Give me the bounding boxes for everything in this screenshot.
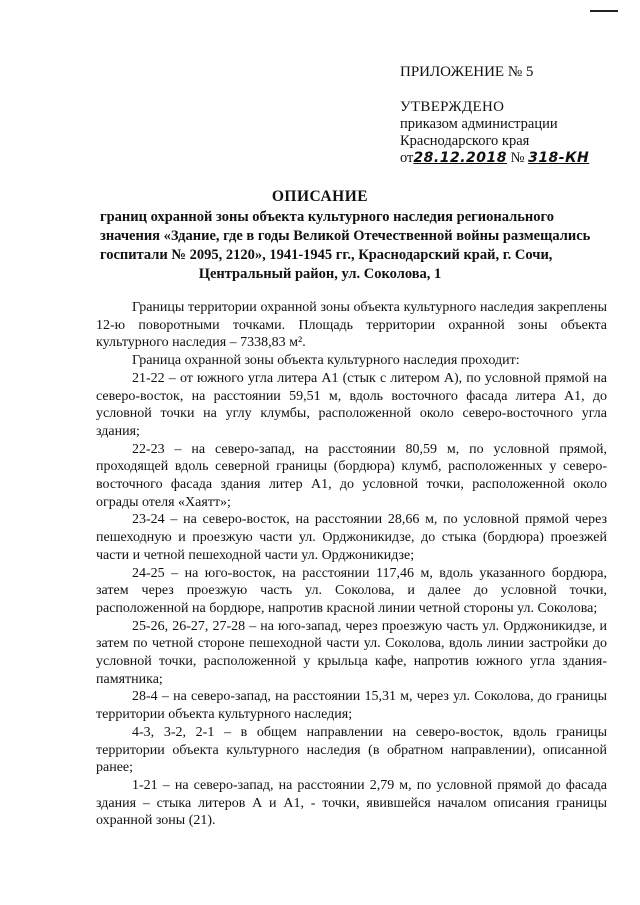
approval-line-2: Краснодарского края: [400, 133, 530, 149]
paragraph-segment-24-25: 24-25 – на юго-восток, на расстоянии 117,46 м, вдоль указанного бордюра, затем через проезжую часть ул. Соколова, и далее до условной точки, расположенной на бордюре, напротив красной линии четной стороны ул. Соколова;: [96, 565, 607, 616]
paragraph-segment-23-24: 23-24 – на северо-восток, на расстоянии 28,66 м, по условной прямой через пешеходную и проезжую части ул. Орджоникидзе, до стыка (бордюра) проезжей части и четной пешеходной части ул. Орджоникидзе;: [96, 512, 607, 563]
subtitle-line: госпитали № 2095, 2120», 1941-1945 гг., Краснодарский край, г. Сочи,: [100, 247, 553, 263]
approval-heading: УТВЕРЖДЕНО: [400, 99, 505, 115]
handwritten-date: 28.12.2018: [413, 150, 507, 166]
order-date-line: [400, 150, 589, 167]
paragraph-segment-22-23: 22-23 – на северо-запад, на расстоянии 80,59 м, по условной прямой, проходящей вдоль северной границы (бордюра) клумб, расположенных у северо-восточного фасада здания литер А1, до условной точки, расположенной около ограды отеля «Хаятт»;: [96, 441, 607, 510]
paragraph-segment-4-1: 4-3, 3-2, 2-1 – в общем направлении на северо-восток, вдоль границы территории объекта культурного наследия (в обратном направлении), описанной ранее;: [96, 724, 607, 776]
document-body: [96, 295, 607, 830]
paragraph-segment-21-22: 21-22 – от южного угла литера А1 (стык с литером А), по условной прямой на северо-восток, на расстоянии 59,51 м, вдоль восточного фасада литера А1, до условной точки на углу клумбы, расположенной около северо-восточного угла здания;: [96, 370, 607, 439]
handwritten-order-number: 318-КН: [528, 150, 590, 166]
document-title: ОПИСАНИЕ: [271, 188, 369, 205]
subtitle-line: Центральный район, ул. Соколова, 1: [198, 266, 442, 282]
number-prefix: №: [510, 150, 525, 166]
subtitle-line: границ охранной зоны объекта культурного наследия регионального: [100, 209, 554, 225]
date-prefix: от: [400, 150, 414, 166]
page-edge-mark: [590, 10, 618, 12]
paragraph-segment-25-28: 25-26, 26-27, 27-28 – на юго-запад, через проезжую часть ул. Орджоникидзе, и затем по четной стороне пешеходной части ул. Соколова, вдоль линии застройки до условной точки, расположенной у крыльца кафе, напротив южного угла здания-памятника;: [96, 618, 607, 687]
paragraph-boundary-header: Граница охранной зоны объекта культурного наследия проходит:: [132, 353, 520, 369]
paragraph-segment-1-21: 1-21 – на северо-запад, на расстоянии 2,79 м, по условной прямой до фасада здания – стыка литеров А и А1, - точки, явившейся началом описания границы охранной зоны (21).: [96, 777, 607, 829]
subtitle-line: значения «Здание, где в годы Великой Отечественной войны размещались: [100, 228, 591, 244]
approval-line-1: приказом администрации: [400, 116, 558, 132]
paragraph-segment-28-4: 28-4 – на северо-запад, на расстоянии 15,31 м, через ул. Соколова, до границы территории объекта культурного наследия;: [96, 689, 607, 723]
paragraph-intro: Границы территории охранной зоны объекта культурного наследия закреплены 12-ю поворотными точками. Площадь территории охранной зоны объекта культурного наследия – 7338,83 м².: [96, 300, 607, 351]
document-subtitle: [100, 208, 591, 284]
approval-block: [400, 99, 589, 167]
appendix-label: ПРИЛОЖЕНИЕ № 5: [400, 64, 534, 80]
